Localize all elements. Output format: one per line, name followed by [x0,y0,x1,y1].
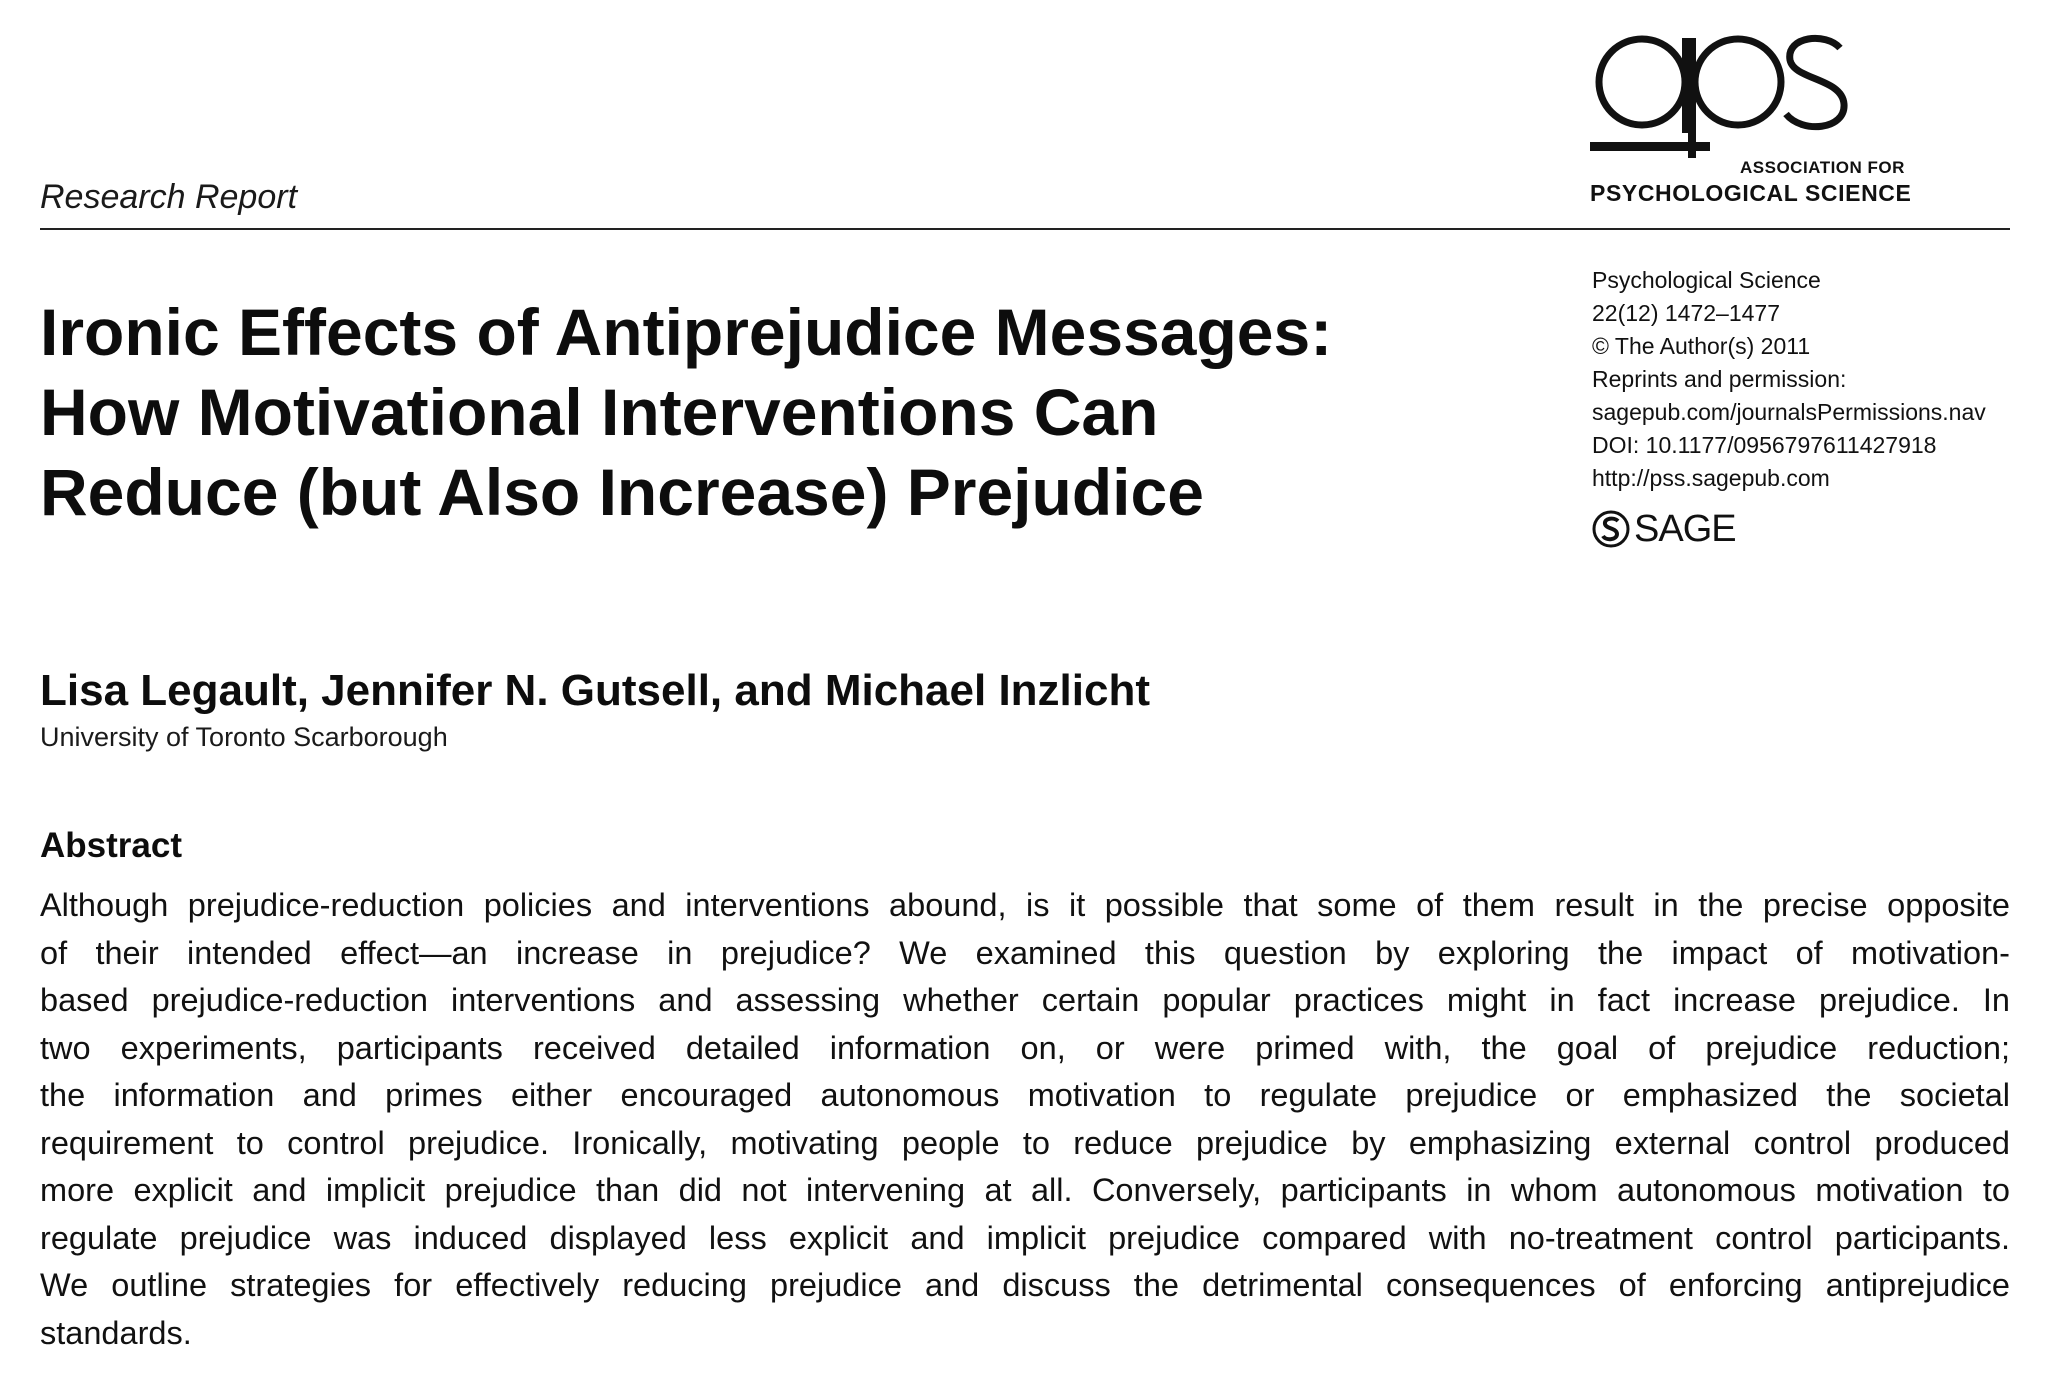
abstract-line: of their intended effect—an increase in prejudice? We examined this question by exploring the impact of motivation- [40,934,2010,971]
journal-volume-pages: 22(12) 1472–1477 [1592,300,1780,326]
journal-url[interactable]: http://pss.sagepub.com [1592,465,1830,491]
author-affiliation: University of Toronto Scarborough [40,722,448,752]
author-list: Lisa Legault, Jennifer N. Gutsell, and Michael Inzlicht [40,666,1150,715]
sage-logo [1592,506,1736,552]
sage-wordmark: SAGE [1634,507,1736,550]
abstract-body [40,882,2010,1357]
abstract-line: based prejudice-reduction interventions and assessing whether certain popular practices might in fact increase prejudice. In [40,982,2010,1018]
article-type-label: Research Report [40,178,298,216]
aps-logo [1590,18,1912,218]
permissions-link[interactable]: sagepub.com/journalsPermissions.nav [1592,399,1986,425]
abstract-line: the information and primes either encouraged autonomous motivation to regulate prejudice or emphasized the societal [40,1077,2010,1113]
logo-psychological-science-text: PSYCHOLOGICAL SCIENCE [1590,180,1912,206]
title-line: How Motivational Interventions Can [40,375,1159,449]
title-line: Ironic Effects of Antiprejudice Messages: [40,295,1333,369]
article-title [40,292,1520,532]
abstract-line: Although prejudice-reduction policies and interventions abound, is it possible that some of them result in the precise opposite [40,887,2010,923]
sage-s-icon [1592,510,1630,548]
copyright: © The Author(s) 2011 [1592,333,1811,359]
journal-info [1592,264,1986,495]
abstract-line: two experiments, participants received detailed information on, or were primed with, the goal of prejudice reduction; [40,1029,2010,1066]
aps-logo-mark [1590,18,1890,158]
logo-association-text: ASSOCIATION FOR [1740,158,1905,177]
abstract-line: regulate prejudice was induced displayed less explicit and implicit prejudice compared with no-treatment control participants. [40,1219,2010,1256]
doi[interactable]: DOI: 10.1177/0956797611427918 [1592,432,1937,458]
header-divider [40,228,2010,230]
abstract-line: standards. [40,1314,192,1351]
journal-name: Psychological Science [1592,267,1821,293]
reprints-label: Reprints and permission: [1592,366,1847,392]
abstract-line: more explicit and implicit prejudice than did not intervening at all. Conversely, participants in whom autonomous motivation to [40,1172,2010,1208]
title-line: Reduce (but Also Increase) Prejudice [40,455,1204,529]
abstract-heading: Abstract [40,826,182,865]
abstract-line: requirement to control prejudice. Ironically, motivating people to reduce prejudice by emphasizing external control produced [40,1124,2010,1161]
abstract-line: We outline strategies for effectively reducing prejudice and discuss the detrimental consequences of enforcing antiprejudice [40,1267,2010,1303]
